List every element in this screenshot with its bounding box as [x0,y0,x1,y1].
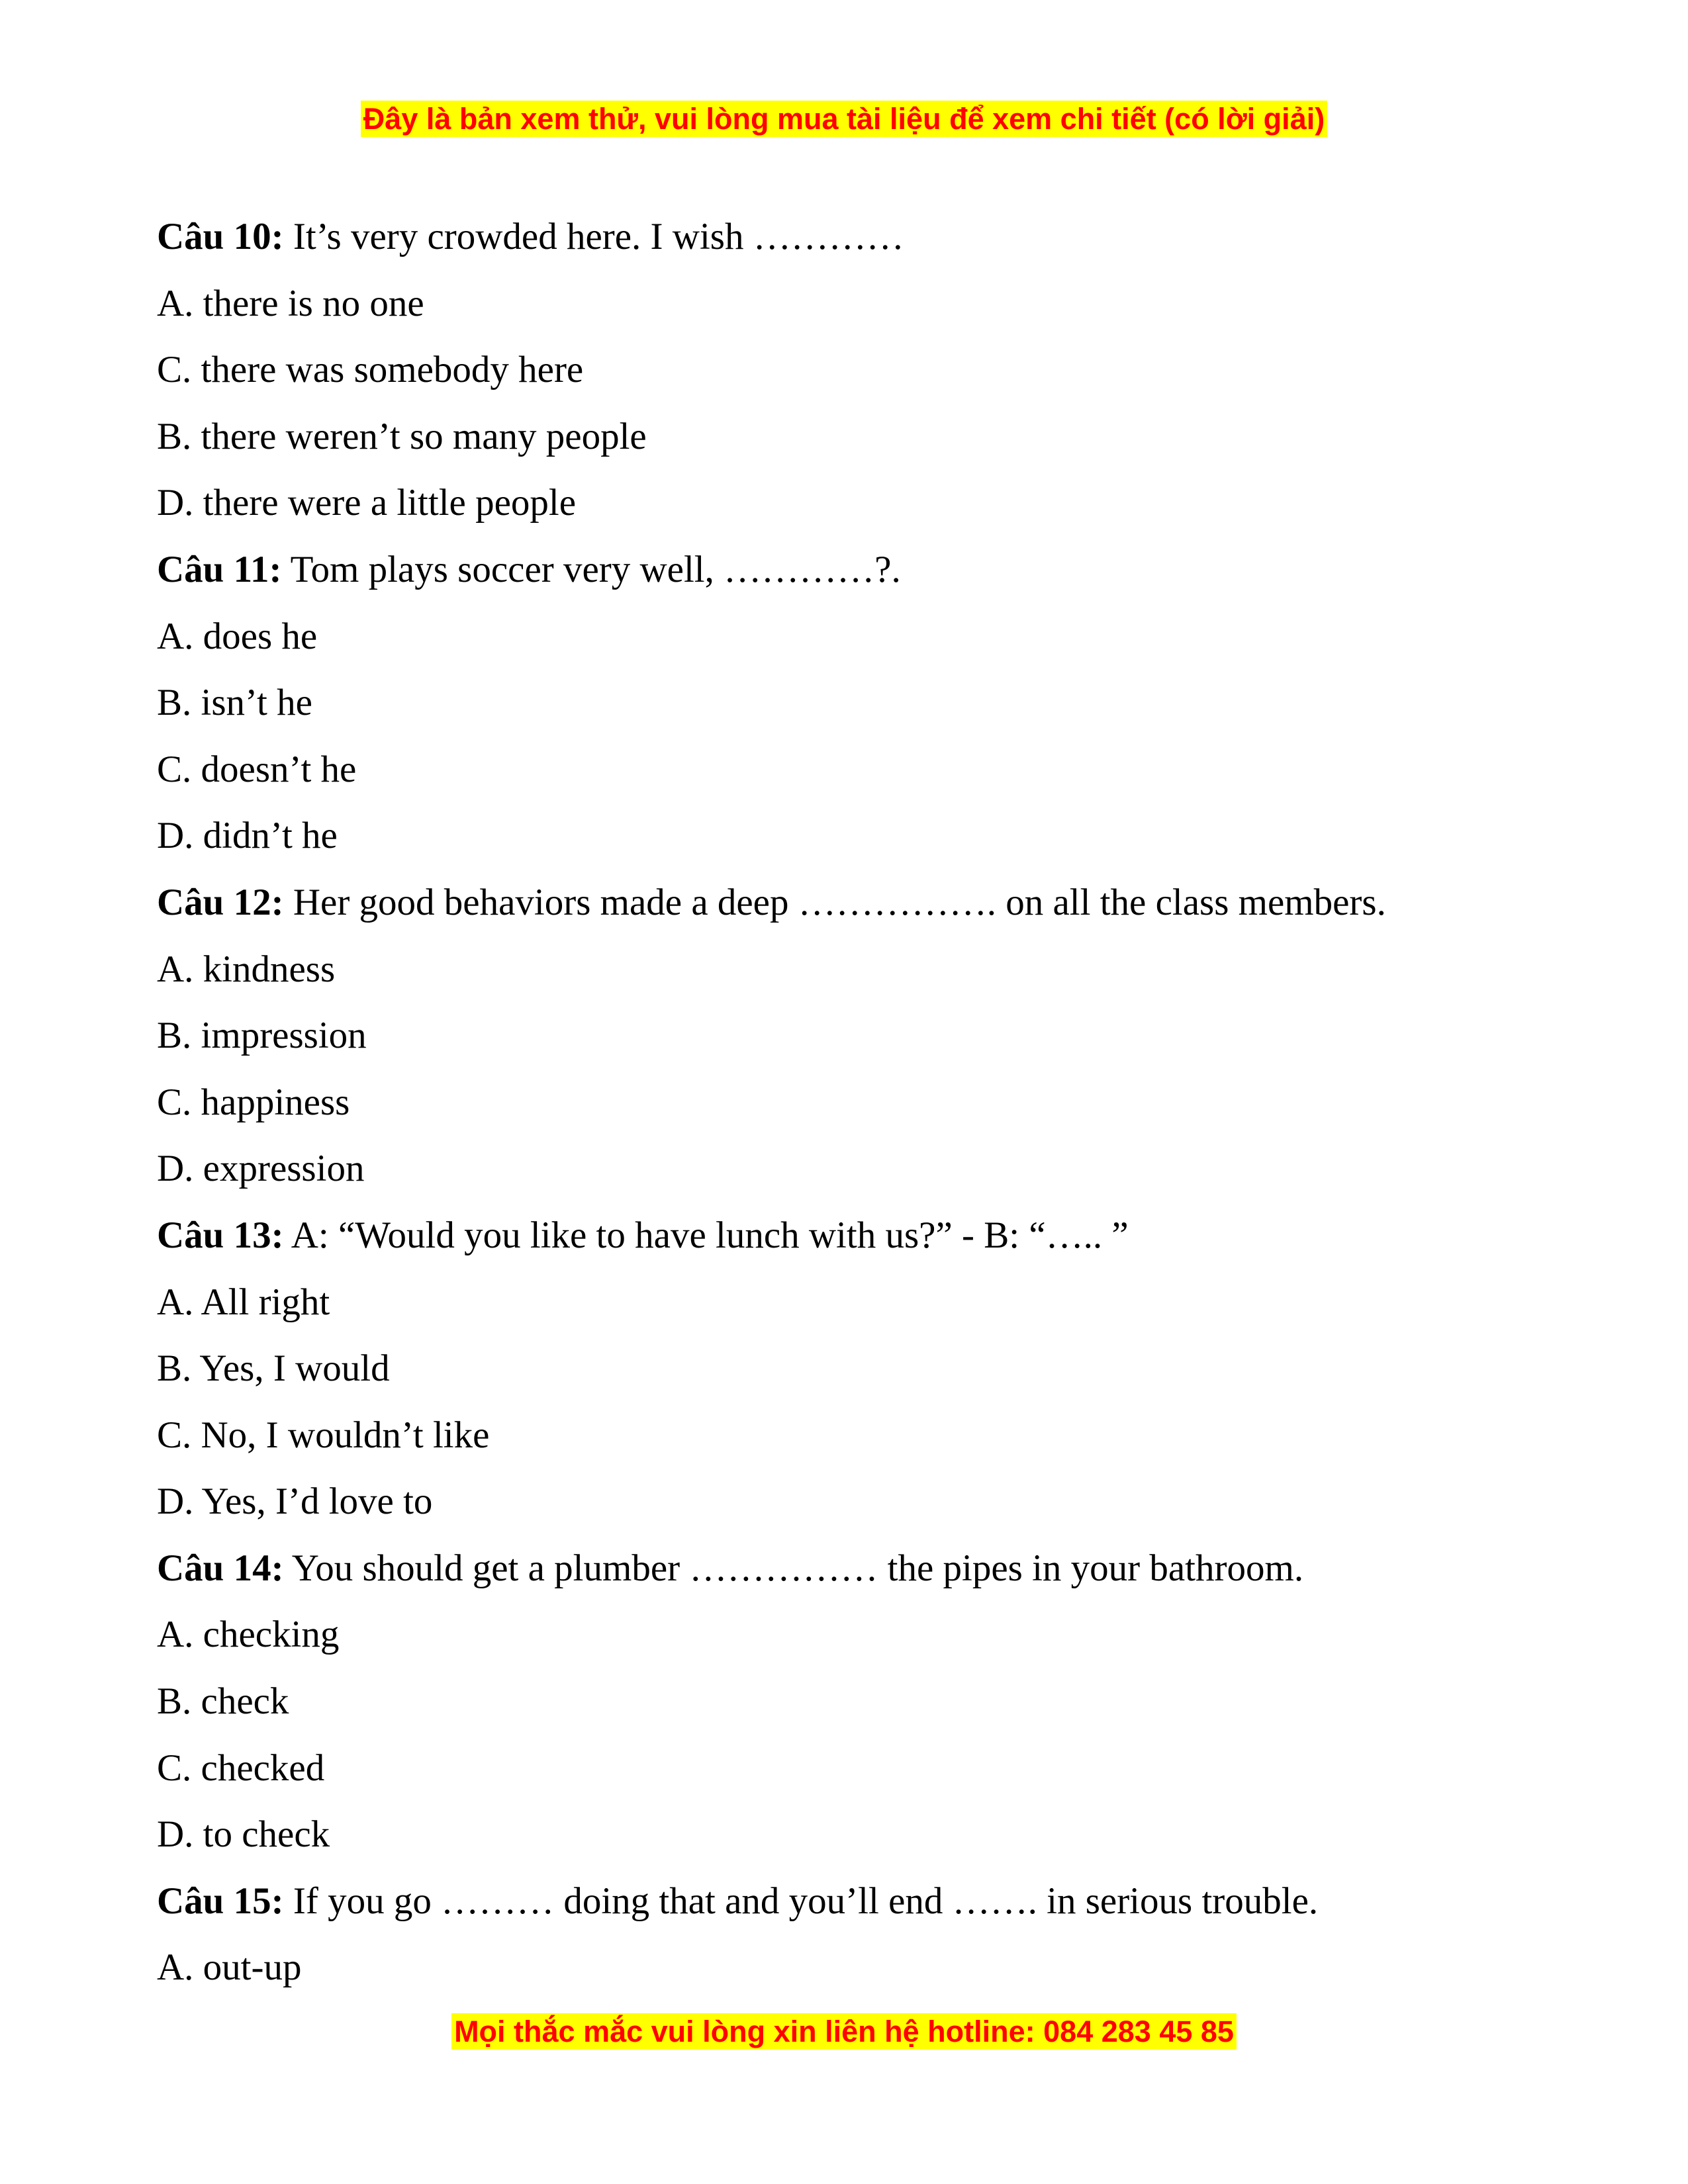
option-13-3: C. No, I wouldn’t like [157,1414,490,1456]
question-label: Câu 13: [157,1214,284,1256]
question-11 [157,537,1547,604]
option-14-1: A. checking [157,1614,340,1656]
option-11-1: A. does he [157,615,318,657]
option-10-3: B. there weren’t so many people [157,415,647,457]
option-12-3: C. happiness [157,1081,350,1123]
option-11-2: B. isn’t he [157,682,312,724]
question-list [157,204,1547,2001]
question-12 [157,870,1547,936]
preview-notice-text: Đây là bản xem thử, vui lòng mua tài liệu để xem chi tiết (có lời giải) [361,101,1327,137]
option-13-2: B. Yes, I would [157,1347,390,1390]
option-14-3: C. checked [157,1747,325,1789]
option-11-4: D. didn’t he [157,815,338,857]
option-11-3: C. doesn’t he [157,748,357,790]
option-10-2: C. there was somebody here [157,349,584,391]
question-14 [157,1535,1547,1602]
question-label: Câu 14: [157,1547,284,1589]
option-14-2: B. check [157,1680,289,1723]
question-15 [157,1868,1547,1935]
hotline-text: Mọi thắc mắc vui lòng xin liên hệ hotline: 084 283 45 85 [451,2013,1237,2050]
option-10-1: A. there is no one [157,282,424,324]
question-label: Câu 10: [157,216,284,257]
preview-notice-banner [0,99,1688,139]
question-text: You should get a plumber …………… the pipes in your bathroom. [283,1547,1304,1589]
question-10 [157,204,1547,271]
question-text: It’s very crowded here. I wish ………… [283,216,904,257]
question-label: Câu 12: [157,881,284,923]
option-15-1: A. out-up [157,1946,302,1989]
question-label: Câu 11: [157,548,282,590]
question-text: If you go ……… doing that and you’ll end ……. in serious trouble. [283,1880,1319,1922]
question-13 [157,1203,1547,1269]
question-text: Her good behaviors made a deep ……………. on all the class members. [283,881,1386,923]
option-12-1: A. kindness [157,948,336,990]
question-text: A: “Would you like to have lunch with us?” - B: “….. ” [283,1214,1129,1256]
question-text: Tom plays soccer very well, …………?. [281,548,901,590]
option-13-1: A. All right [157,1281,330,1323]
option-10-4: D. there were a little people [157,482,577,524]
hotline-banner [0,2012,1688,2052]
option-13-4: D. Yes, I’d love to [157,1480,433,1523]
option-12-2: B. impression [157,1015,367,1057]
option-14-4: D. to check [157,1813,330,1856]
option-12-4: D. expression [157,1148,365,1190]
question-label: Câu 15: [157,1880,284,1922]
